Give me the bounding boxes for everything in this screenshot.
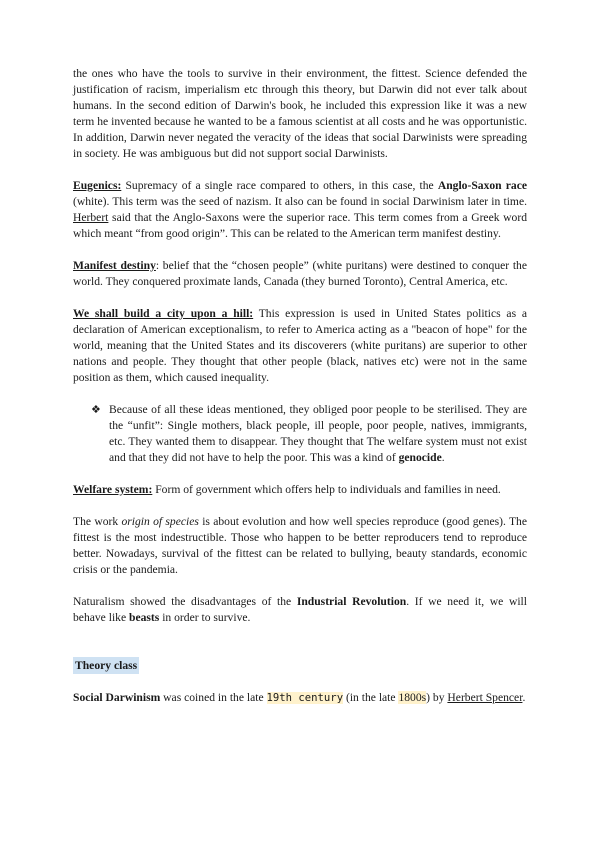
welfare-paragraph bbox=[73, 482, 527, 498]
herbert-link: Herbert bbox=[73, 211, 109, 224]
city-text: This expression is used in United States politics as a declaration of American exceptionalism, to refer to America acting as a "beacon of hope" for the world, meaning that the United States and its discoverers (white puritans) are superior to other nations and people. They thought that other people (black, natives etc) were not in the same position as them, which caused inequality. bbox=[73, 307, 527, 384]
origin-text-2: is about evolution and how well species reproduce (good genes). The fittest is the most indestructible. Those who happen to be better reproducers tend to reproduce better. Nowadays, survival of the fittest can be related to bullying, beauty standards, economic crisis or the pandemia. bbox=[73, 515, 527, 576]
theory-class-heading: Theory class bbox=[75, 659, 138, 672]
city-upon-hill-paragraph bbox=[73, 306, 527, 386]
naturalism-text-1: Naturalism showed the disadvantages of the bbox=[73, 595, 297, 608]
theory-class-heading-line bbox=[73, 658, 527, 674]
herbert-spencer-link: Herbert Spencer bbox=[447, 691, 523, 704]
bullet-list bbox=[73, 402, 527, 466]
years-highlight: 1800s bbox=[398, 691, 427, 704]
origin-text-1: The work bbox=[73, 515, 122, 528]
bullet-text-end: . bbox=[441, 451, 445, 464]
social-text-4: . bbox=[522, 691, 526, 704]
eugenics-term: Eugenics: bbox=[73, 179, 122, 192]
genocide-term: genocide bbox=[398, 451, 442, 464]
naturalism-paragraph bbox=[73, 594, 527, 626]
anglo-saxon-race: Anglo-Saxon race bbox=[437, 179, 528, 192]
naturalism-text-2: . If we need it, we will behave like bbox=[73, 595, 527, 624]
city-upon-hill-term: We shall build a city upon a hill: bbox=[73, 307, 254, 320]
manifest-destiny-paragraph bbox=[73, 258, 527, 290]
beasts-term: beasts bbox=[129, 611, 160, 624]
eugenics-paragraph bbox=[73, 178, 527, 242]
social-darwinism-paragraph bbox=[73, 690, 527, 706]
eugenics-text-1: Supremacy of a single race compared to others, in this case, the bbox=[121, 179, 438, 192]
manifest-destiny-term: Manifest destiny bbox=[73, 259, 156, 272]
intro-paragraph: the ones who have the tools to survive in their environment, the fittest. Science defended the justification of racism, imperialism etc through this theory, but Darwin did not ever talk about humans. In the second edition of Darwin's book, he included this expression like it was a new term he invented because he wanted to be a famous scientist at all costs and he was opportunistic. In addition, Darwin never negated the veracity of the ideas that social Darwinists were spreading in society. He was ambiguous but did not support social Darwinists. bbox=[73, 67, 527, 160]
manifest-text: : belief that the “chosen people” (white puritans) were destined to conquer the world. They conquered proximate lands, Canada (they burned Toronto), Central America, etc. bbox=[73, 259, 527, 288]
social-text-3: ) by bbox=[426, 691, 448, 704]
bullet-text: Because of all these ideas mentioned, they obliged poor people to be sterilised. They are the “unfit”: Single mothers, black people, ill people, poor people, natives, immigrants, etc. They wanted them to disappear. They thought that The welfare system must not exist and that they did not have to help the poor. This was a kind of bbox=[109, 403, 527, 464]
naturalism-text-3: in order to survive. bbox=[159, 611, 251, 624]
eugenics-text-2: (white). This term was the seed of nazism. It also can be found in social Darwinism later in time. bbox=[73, 195, 527, 208]
social-darwinism-term: Social Darwinism bbox=[73, 691, 161, 704]
century-highlight: 19th century bbox=[266, 692, 344, 704]
origin-of-species: origin of species bbox=[121, 515, 199, 528]
origin-paragraph bbox=[73, 514, 527, 578]
welfare-text: Form of government which offers help to individuals and families in need. bbox=[152, 483, 501, 496]
industrial-revolution: Industrial Revolution bbox=[296, 595, 407, 608]
list-item bbox=[91, 402, 527, 466]
welfare-term: Welfare system: bbox=[73, 483, 153, 496]
social-text-2: (in the late bbox=[343, 691, 399, 704]
eugenics-text-3: said that the Anglo-Saxons were the superior race. This term comes from a Greek word which meant “from good origin”. This can be related to the American term manifest destiny. bbox=[73, 211, 527, 240]
social-text-1: was coined in the late bbox=[160, 691, 267, 704]
diamond-bullet-icon: ❖ bbox=[91, 403, 101, 416]
